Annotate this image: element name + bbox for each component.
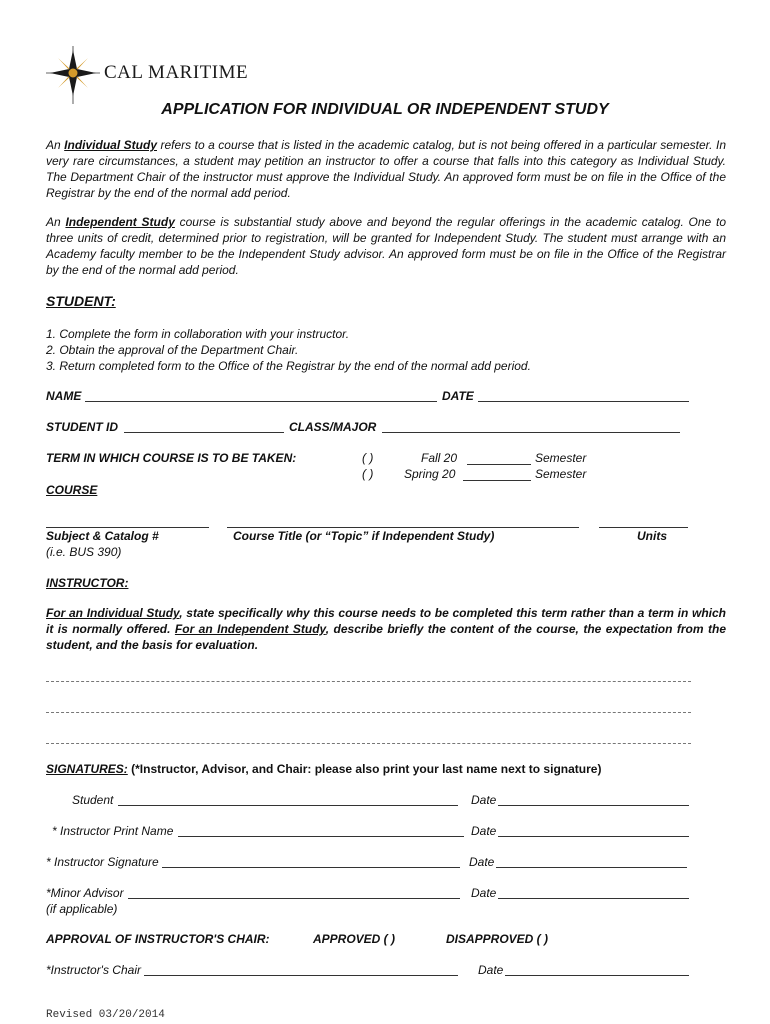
text: refers to a course that is listed in the academic catalog, but is not being offered in a particular semester. In very rare circumstances, a student may petition an instructor to offer a course that falls into this category as Individual Study. The Department Chair of the instructor must approve the Individual Study. An approved form must be on file in the Office of the Registrar by the end of the normal add period. (46, 138, 727, 200)
course-title-label: Course Title (or “Topic” if Independent Study) (233, 529, 495, 543)
instructor-print-name-label: * Instructor Print Name (52, 824, 174, 838)
student-signature-line[interactable] (118, 795, 458, 806)
name-input-line[interactable] (85, 391, 437, 402)
approved-checkbox[interactable]: APPROVED ( ) (313, 932, 396, 946)
spring-semester-label: Semester (535, 467, 587, 481)
signatures-header (46, 762, 601, 776)
text: course is substantial study above and beyond the regular offerings in the academic catalog. One to three units of credit, determined prior to registration, will be granted for Independent Study. The student must arrange with an Academy faculty member to be the Independent Study advisor. An approved form must be on file in the Office of the Registrar by the end of the normal add period. (46, 215, 727, 277)
independent-study-term: Independent Study (65, 215, 175, 229)
subject-catalog-label: Subject & Catalog # (46, 529, 159, 543)
student-signature-label: Student (72, 793, 114, 807)
spring-year-input-line[interactable] (463, 470, 531, 481)
spring-label: Spring 20 (404, 467, 456, 481)
fall-year-input-line[interactable] (467, 454, 531, 465)
instructor-print-date-line[interactable] (498, 826, 689, 837)
name-label: NAME (46, 389, 82, 403)
text: An (46, 215, 66, 229)
logo-text: CAL MARITIME (104, 62, 249, 83)
subject-input-line[interactable] (46, 517, 209, 528)
step-3: 3. Return completed form to the Office of the Registrar by the end of the normal add period. (46, 359, 531, 373)
response-line-3[interactable] (46, 743, 691, 744)
disapproved-checkbox[interactable]: DISAPPROVED ( ) (446, 932, 549, 946)
course-title-input-line[interactable] (227, 517, 579, 528)
class-major-input-line[interactable] (382, 422, 680, 433)
student-heading: STUDENT: (46, 293, 116, 309)
text: , state specifically why this course needs to be completed this term rather than a term in which it is normally offered. (46, 606, 726, 636)
page-title: APPLICATION FOR INDIVIDUAL OR INDEPENDENT STUDY (161, 101, 609, 118)
instructors-chair-label: *Instructor's Chair (46, 963, 141, 977)
date-input-line[interactable] (478, 391, 689, 402)
minor-advisor-label: *Minor Advisor (46, 886, 124, 900)
signatures-heading: SIGNATURES: (46, 762, 128, 776)
instructor-signature-label: * Instructor Signature (46, 855, 159, 869)
term-label: TERM IN WHICH COURSE IS TO BE TAKEN: (46, 451, 297, 465)
instructor-heading: INSTRUCTOR: (46, 576, 129, 590)
approval-label: APPROVAL OF INSTRUCTOR'S CHAIR: (46, 932, 270, 946)
minor-advisor-line[interactable] (128, 888, 460, 899)
class-major-label: CLASS/MAJOR (289, 420, 377, 434)
individual-study-paragraph (46, 137, 726, 201)
step-2: 2. Obtain the approval of the Department Chair. (46, 343, 299, 357)
student-id-label: STUDENT ID (46, 420, 118, 434)
independent-study-paragraph (46, 214, 726, 278)
instructor-print-name-line[interactable] (178, 826, 464, 837)
individual-study-term: For an Individual Study (46, 606, 180, 620)
signatures-note: (*Instructor, Advisor, and Chair: please also print your last name next to signature) (127, 762, 602, 776)
fall-semester-label: Semester (535, 451, 587, 465)
units-label: Units (637, 529, 667, 543)
fall-checkbox[interactable]: ( ) (362, 451, 374, 465)
minor-advisor-date-line[interactable] (498, 888, 689, 899)
independent-study-term: For an Independent Study (174, 622, 326, 636)
date-label: DATE (442, 389, 474, 403)
minor-advisor-date-label: Date (471, 886, 497, 900)
student-date-label: Date (471, 793, 497, 807)
subject-example: (i.e. BUS 390) (46, 545, 122, 559)
instructor-signature-line[interactable] (162, 857, 460, 868)
text: , describe briefly the content of the course, the expectation from the student, and the basis for evaluation. (46, 622, 726, 652)
instructors-chair-line[interactable] (144, 965, 458, 976)
step-1: 1. Complete the form in collaboration with your instructor. (46, 327, 350, 341)
spring-checkbox[interactable]: ( ) (362, 467, 374, 481)
chair-date-label: Date (478, 963, 504, 977)
response-line-2[interactable] (46, 712, 691, 713)
student-date-line[interactable] (498, 795, 689, 806)
instructor-print-date-label: Date (471, 824, 497, 838)
instructor-signature-date-line[interactable] (496, 857, 687, 868)
chair-date-line[interactable] (505, 965, 689, 976)
text: An (46, 138, 65, 152)
fall-label: Fall 20 (421, 451, 458, 465)
individual-study-term: Individual Study (64, 138, 157, 152)
units-input-line[interactable] (599, 517, 688, 528)
course-label: COURSE (46, 483, 98, 497)
minor-advisor-note: (if applicable) (46, 902, 118, 916)
response-line-1[interactable] (46, 681, 691, 682)
revised-date: Revised 03/20/2014 (46, 1009, 165, 1021)
instructor-instructions (46, 605, 726, 653)
student-id-input-line[interactable] (124, 422, 284, 433)
instructor-signature-date-label: Date (469, 855, 495, 869)
